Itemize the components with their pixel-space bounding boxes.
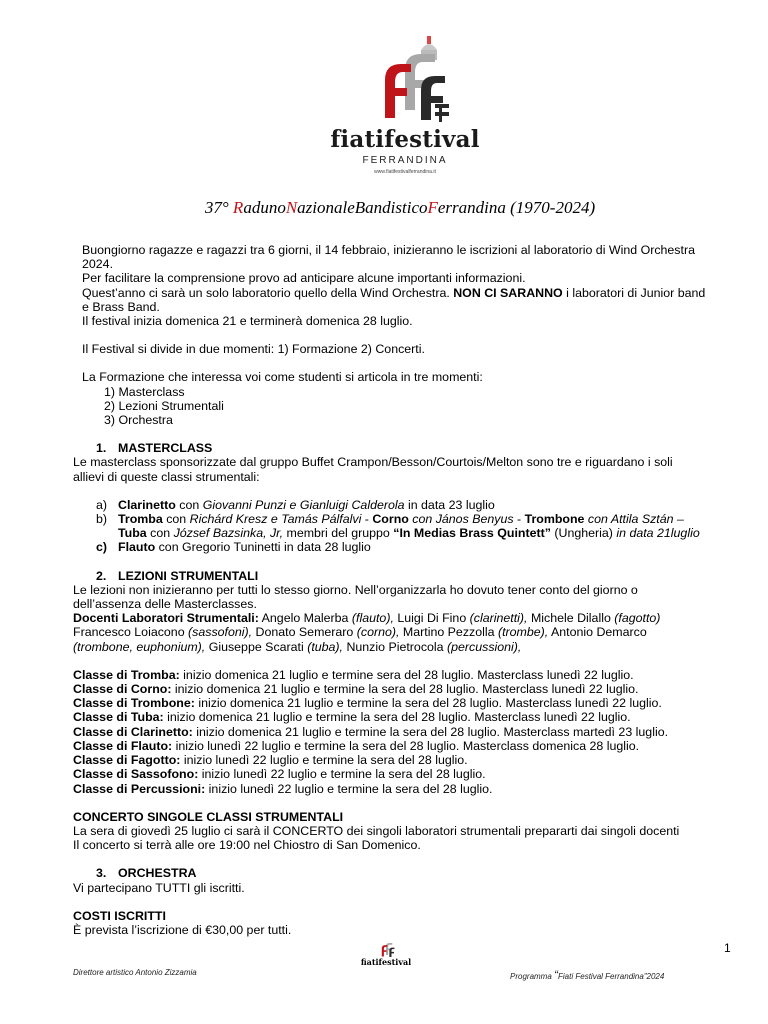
item-text: con <box>162 512 190 527</box>
classe-text: inizio lunedì 22 luglio e termine la sera del 28 luglio. <box>180 753 468 768</box>
teacher-name: Martino Pezzolla <box>399 625 498 640</box>
list-number: 2) <box>104 398 116 413</box>
masterclass-item-c <box>73 540 743 554</box>
intro-text: i laboratori di Junior band <box>562 285 706 300</box>
lezioni-line: Le lezioni non inizieranno per tutti lo stesso giorno. Nell’organizzarla ho dovuto tener conto del giorno o <box>73 582 638 597</box>
item-text: con Gregorio Tuninetti in data 28 luglio <box>155 540 371 555</box>
section-number: 1. <box>96 441 107 456</box>
item-date: in data 21luglio <box>616 526 700 541</box>
teacher-name: Nunzio Pietrocola <box>343 639 447 654</box>
classe-text: inizio domenica 21 luglio e termine la sera del 28 luglio. Masterclass lunedì 22 luglio. <box>163 710 631 725</box>
classe-label: Classe di Corno: <box>73 682 172 697</box>
teacher-instrument: (percussioni), <box>447 639 522 654</box>
classe-text: inizio lunedì 22 luglio e termine la sera del 28 luglio. <box>198 767 486 782</box>
costi-title <box>73 909 743 923</box>
intro-block <box>73 243 743 427</box>
classe-row <box>73 753 743 767</box>
teacher-instrument: (clarinetti), <box>469 611 528 626</box>
teacher-name: Francesco Loiacono <box>73 625 189 640</box>
classe-label: Classe di Fagotto: <box>73 753 181 768</box>
teacher-instrument: (corno), <box>356 625 400 640</box>
item-text: - <box>513 512 525 527</box>
section-number: 3. <box>96 866 107 881</box>
section-title-text: LEZIONI STRUMENTALI <box>118 568 259 583</box>
masterclass-item-b <box>73 512 743 526</box>
teacher-name: Antonio Demarco <box>548 625 647 640</box>
section-title-orchestra <box>73 866 743 880</box>
item-letter: a) <box>96 497 108 512</box>
intro-line: Il festival inizia domenica 21 e terminerà domenica 28 luglio. <box>82 314 413 329</box>
document-body <box>73 243 743 937</box>
heading-part: andistico <box>365 198 428 217</box>
concerto-title <box>73 810 743 824</box>
list-text: Lezioni Strumentali <box>118 398 224 413</box>
section-title-lezioni <box>73 569 743 583</box>
footer-logo <box>360 938 412 970</box>
classe-label: Classe di Tuba: <box>73 710 164 725</box>
heading-part: aduno <box>243 198 286 217</box>
item-text: membri del gruppo <box>283 526 394 541</box>
footer-right-text: Programma <box>510 972 555 981</box>
classe-text: inizio domenica 21 luglio e termine la sera del 28 luglio. Masterclass lunedì 22 luglio. <box>194 696 662 711</box>
list-item <box>82 385 743 399</box>
classe-label: Classe di Clarinetto: <box>73 724 193 739</box>
list-number: 3) <box>104 413 116 428</box>
heading-initial: R <box>232 198 244 217</box>
teacher-instrument: (trombe), <box>497 625 549 640</box>
teachers: con János Benyus <box>408 512 514 527</box>
teachers: Richárd Kresz e Tamás Pálfalvi <box>189 512 362 527</box>
instrument: Flauto <box>118 540 156 555</box>
intro-line <box>82 286 743 300</box>
docenti-line <box>73 640 743 654</box>
docenti-line <box>73 611 743 625</box>
instrument: Tromba <box>118 512 163 527</box>
list-item <box>82 413 743 427</box>
teacher-name: Michele Dilallo <box>527 611 615 626</box>
teacher-name: Luigi Di Fino <box>393 611 470 626</box>
logo-brand-text: fiatifestival <box>330 126 480 153</box>
footer-right-quote: “ <box>554 968 559 982</box>
classe-label: Classe di Flauto: <box>73 738 173 753</box>
classe-row <box>73 782 743 796</box>
instrument: Trombone <box>524 512 585 527</box>
costi-title-text: COSTI ISCRITTI <box>73 908 166 923</box>
intro-line: 2024. <box>82 257 114 272</box>
heading-initial: F <box>427 198 438 217</box>
concerto-line: La sera di giovedì 25 luglio ci sarà il CONCERTO dei singoli laboratori strumentali prepararti dai singoli docenti <box>73 823 680 838</box>
docenti-label: Docenti Laboratori Strumentali: <box>73 611 259 626</box>
intro-text: Quest’anno ci sarà un solo laboratorio quello della Wind Orchestra. <box>82 285 454 300</box>
footer-right <box>510 968 664 982</box>
intro-emphasis: NON CI SARANNO <box>453 285 563 300</box>
classe-text: inizio domenica 21 luglio e termine la sera del 28 luglio. Masterclass lunedì 22 luglio. <box>171 682 639 697</box>
masterclass-item-a <box>73 498 743 512</box>
section-title-text: ORCHESTRA <box>118 866 197 881</box>
item-letter: b) <box>96 512 108 527</box>
classi-list <box>73 668 743 796</box>
intro-line: Buongiorno ragazze e ragazzi tra 6 giorni, il 14 febbraio, inizieranno le iscrizioni al laboratorio di Wind Orchestra <box>82 243 695 257</box>
masterclass-line: Le masterclass sponsorizzate dal gruppo Buffet Crampon/Besson/Courtois/Melton sono tre e riguardano i soli <box>73 455 673 470</box>
page-number: 1 <box>724 941 731 955</box>
classe-row <box>73 739 743 753</box>
item-text: con <box>175 497 203 512</box>
group-name: “In Medias Brass Quintett” <box>393 526 551 541</box>
teacher-instrument: (trombone, euphonium), <box>73 639 206 654</box>
logo-url-text: www.fiatifestivalferrandina.it <box>374 169 436 175</box>
fiati-logo-icon <box>371 938 401 958</box>
teachers: Giovanni Punzi e Gianluigi Calderola <box>202 497 405 512</box>
teacher-instrument: (tuba), <box>307 639 343 654</box>
intro-line: Il Festival si divide in due momenti: 1) Formazione 2) Concerti. <box>82 342 425 357</box>
classe-row <box>73 696 743 710</box>
instrument: Tuba <box>118 526 147 541</box>
heading-initial: N <box>285 198 298 217</box>
classe-text: inizio lunedì 22 luglio e termine la sera del 28 luglio. Masterclass domenica 28 luglio. <box>172 738 640 753</box>
list-number: 1) <box>104 384 116 399</box>
item-letter: c) <box>96 540 108 555</box>
logo-city-text: FERRANDINA <box>362 155 448 166</box>
teacher-name: Angelo Malerba <box>258 611 352 626</box>
costi-line: È prevista l’iscrizione di €30,00 per tutti. <box>73 922 292 937</box>
intro-line: Per facilitare la comprensione provo ad anticipare alcune importanti informazioni. <box>82 271 526 286</box>
classe-label: Classe di Percussioni: <box>73 781 206 796</box>
heading-part: errandina (1970-2024) <box>437 198 596 217</box>
fiati-logo-icon <box>345 30 465 125</box>
footer-left: Direttore artistico Antonio Zizzamia <box>73 968 197 977</box>
classe-row <box>73 682 743 696</box>
heading-part: azionale <box>297 198 355 217</box>
instrument: Corno <box>372 512 409 527</box>
footer-right-text: Fiati Festival Ferrandina”2024 <box>558 972 665 981</box>
item-text: - <box>361 512 373 527</box>
festival-logo <box>320 30 490 180</box>
teacher-instrument: (fagotto) <box>614 611 661 626</box>
section-title-text: MASTERCLASS <box>118 441 213 456</box>
classe-text: inizio lunedì 22 luglio e termine la sera del 28 luglio. <box>205 781 493 796</box>
item-text: in data 23 luglio <box>404 497 495 512</box>
heading-initial: B <box>354 198 366 217</box>
classe-row <box>73 710 743 724</box>
footer-logo-text: fiatifestival <box>360 957 412 967</box>
list-text: Masterclass <box>118 384 185 399</box>
classe-row <box>73 767 743 781</box>
docenti-line <box>73 625 743 639</box>
heading-part: 37° <box>204 198 233 217</box>
concerto-line: Il concerto si terrà alle ore 19:00 nel Chiostro di San Domenico. <box>73 838 421 853</box>
item-text: con <box>146 526 174 541</box>
intro-line: La Formazione che interessa voi come studenti si articola in tre momenti: <box>82 370 483 385</box>
classe-label: Classe di Trombone: <box>73 696 195 711</box>
teacher-name: Giuseppe Scarati <box>205 639 308 654</box>
masterclass-item-b-cont <box>73 526 743 540</box>
teachers: József Bazsinka, Jr, <box>173 526 284 541</box>
teacher-name: Donato Semeraro <box>252 625 357 640</box>
section-title-masterclass <box>73 441 743 455</box>
classe-label: Classe di Tromba: <box>73 667 180 682</box>
orchestra-line: Vi partecipano TUTTI gli iscritti. <box>73 880 245 895</box>
classe-text: inizio domenica 21 luglio e termine sera del 28 luglio. Masterclass lunedì 22 luglio. <box>179 667 634 682</box>
concerto-title-text: CONCERTO SINGOLE CLASSI STRUMENTALI <box>73 809 344 824</box>
section-number: 2. <box>96 568 107 583</box>
list-item <box>82 399 743 413</box>
classe-label: Classe di Sassofono: <box>73 767 199 782</box>
list-text: Orchestra <box>118 413 173 428</box>
teacher-instrument: (sassofoni), <box>188 625 253 640</box>
teachers: con Attila Sztán – <box>584 512 684 527</box>
item-text: (Ungheria) <box>550 526 617 541</box>
instrument: Clarinetto <box>118 497 176 512</box>
intro-line: e Brass Band. <box>82 299 160 314</box>
teacher-instrument: (flauto), <box>351 611 394 626</box>
lezioni-line: dell’assenza delle Masterclasses. <box>73 597 257 612</box>
masterclass-line: allievi di queste classi strumentali: <box>73 469 260 484</box>
classe-text: inizio domenica 21 luglio e termine la sera del 28 luglio. Masterclass martedì 23 luglio. <box>192 724 669 739</box>
classe-row <box>73 668 743 682</box>
document-heading <box>0 198 768 218</box>
classe-row <box>73 725 743 739</box>
